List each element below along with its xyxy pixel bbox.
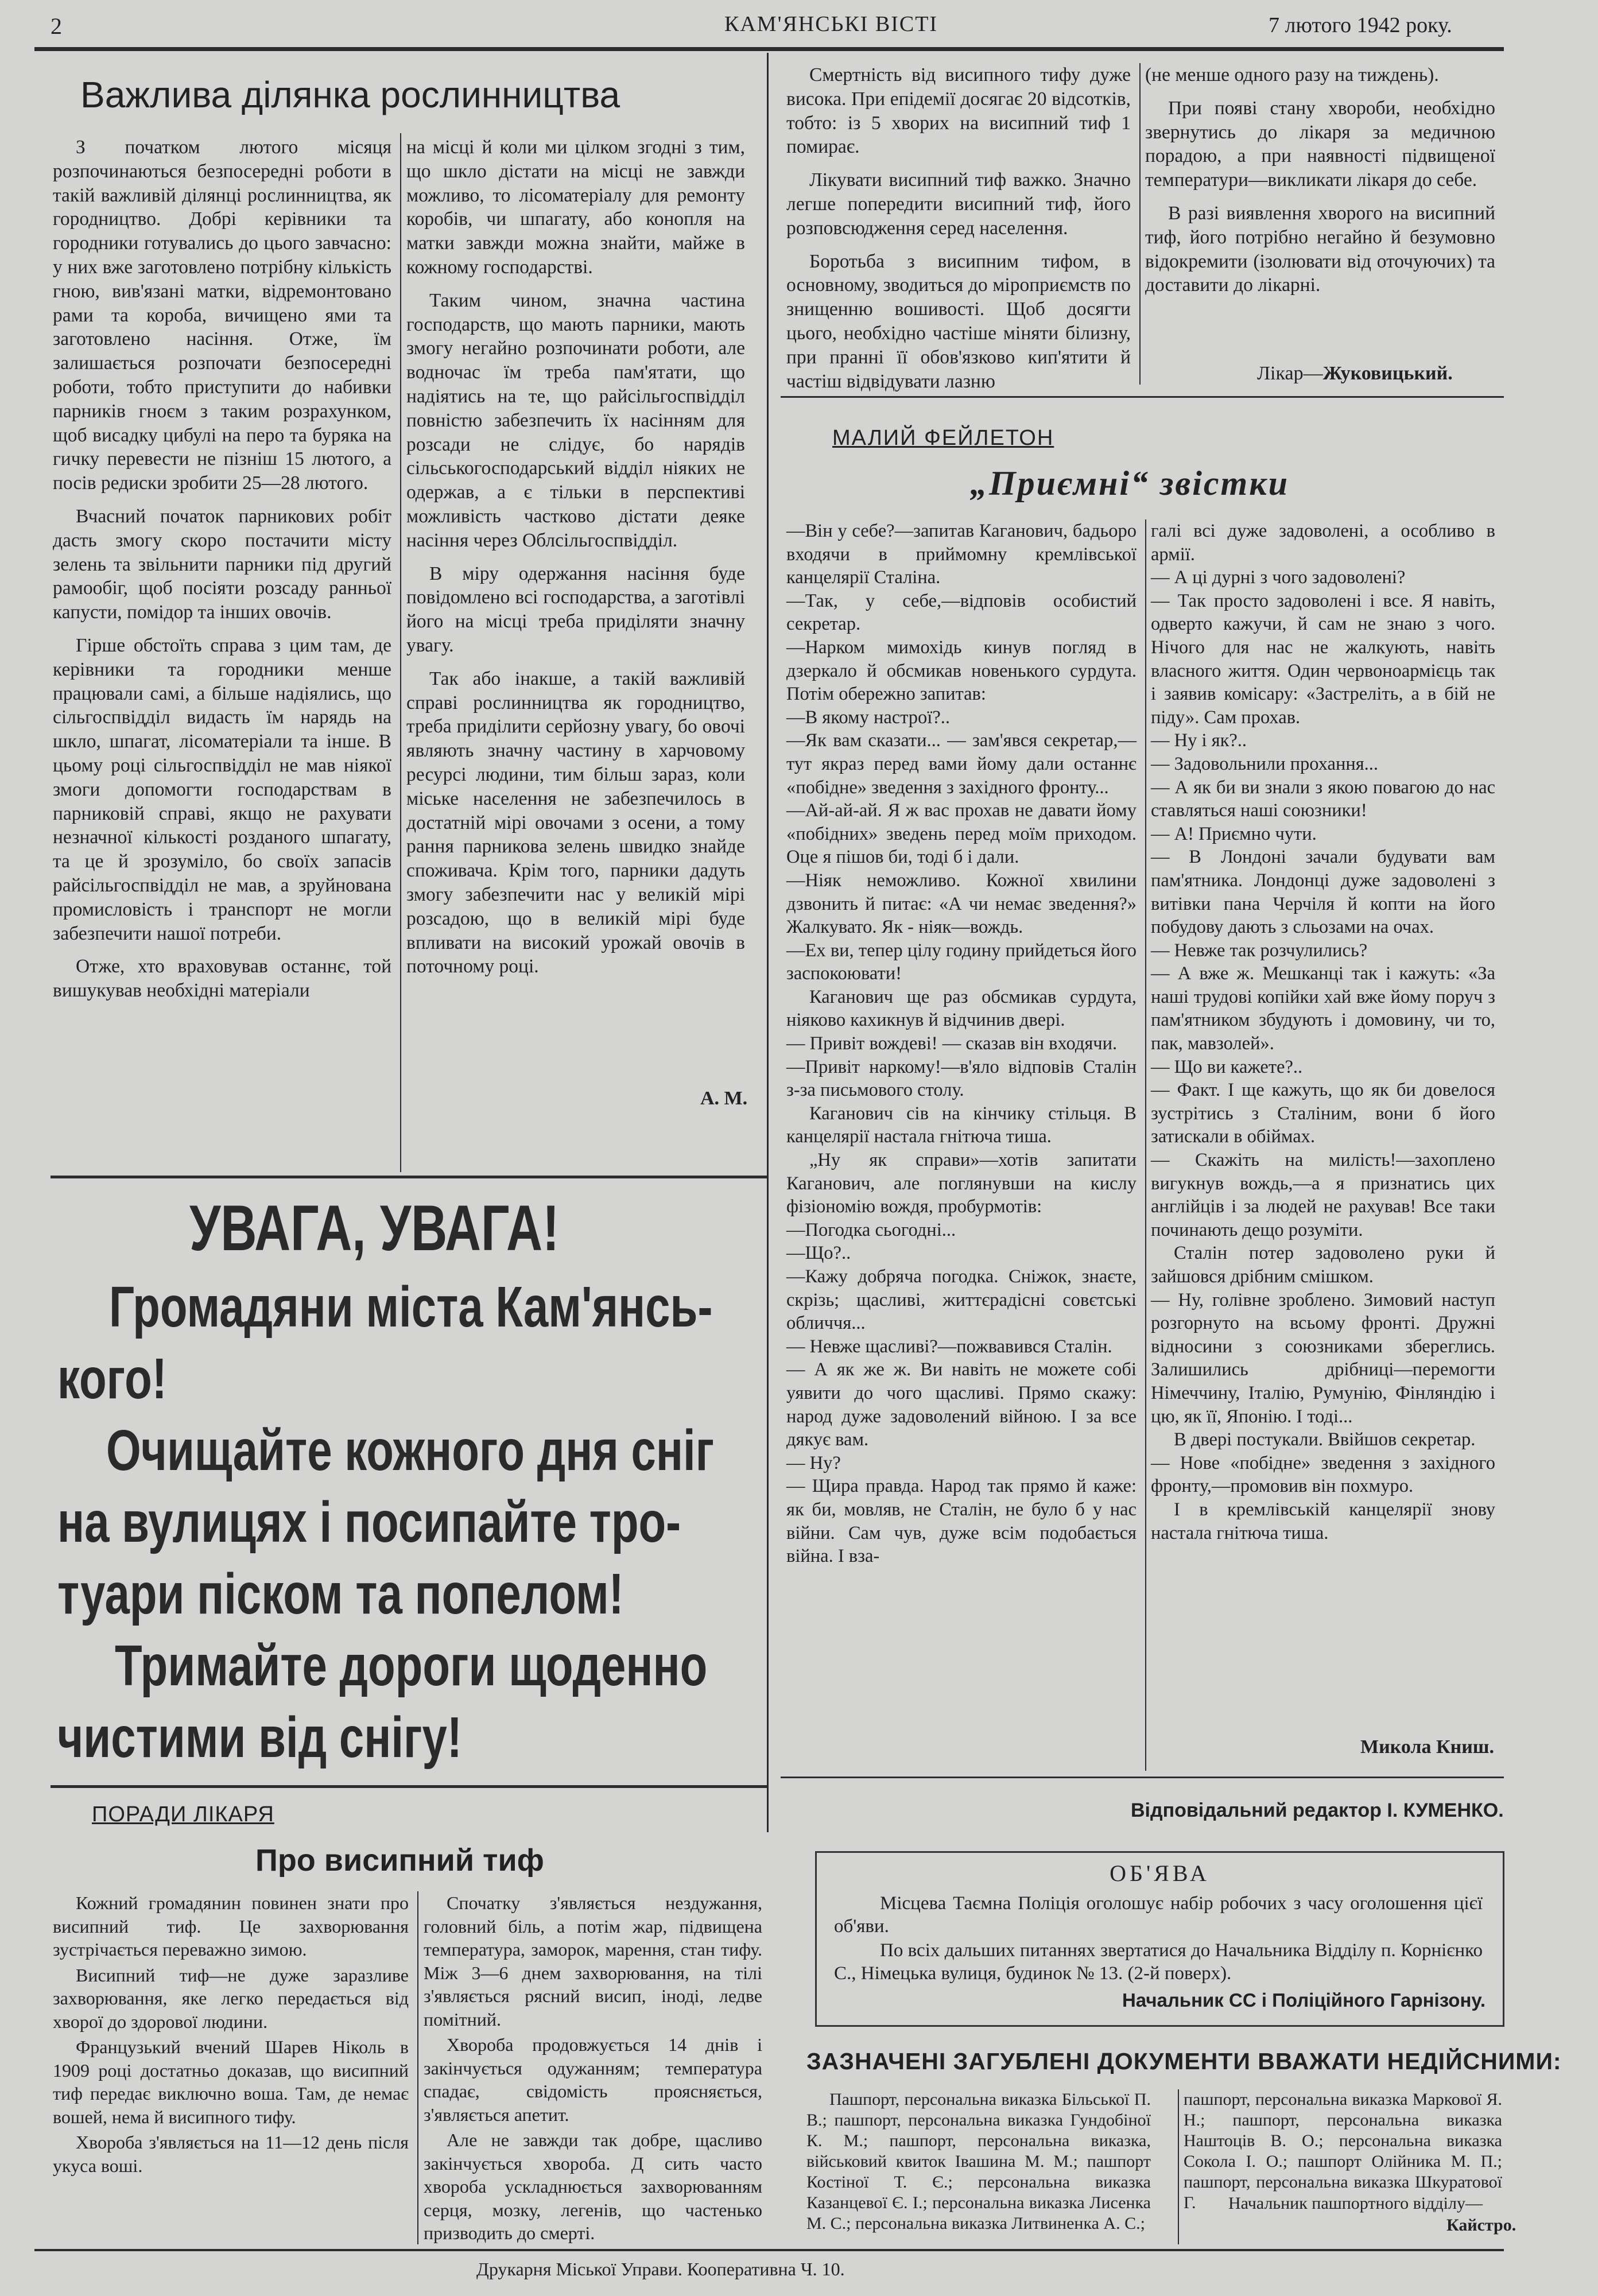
dialogue-line: — Невже щасливі?—пожвавився Сталін. (786, 1336, 1112, 1357)
paragraph: Таким чином, значна частина господарств, що мають парники, мають змогу негайно розпочинати роботи, але водночас їм треба пам'ятати, що надіятись на те, що райсільгоспвідділ повністю забезпечить їх насінням для розсади не слідує, бо нарядів сільськогосподарський відділ ніяких не одержав, а є тільки в перспективі можливість частково дістати деяке насіння через Облсільгоспвідділ. (406, 289, 745, 551)
dialogue-line: — Факт. І ще кажуть, що як би довелося зустрітись з Сталіним, вони б його затискали в обіймах. (1151, 1080, 1495, 1147)
dialogue-line: Каганович ще раз обсмикав сурдута, ніяково кахикнув й відчинив двері. (786, 986, 1137, 1031)
lost-docs-column-2: пашпорт, персональна виказка Маркової Я. Н.; пашпорт, персональна виказка Наштоців В. О.; персональна виказка Сокола І. О.; пашпорт Олійника М. П.; пашпорт, персональна виказка Шкуратової Г. (1184, 2090, 1502, 2212)
column-divider (1139, 63, 1141, 385)
typhus-signature: Лікар—Жуковицький. (1257, 363, 1453, 384)
dialogue-line: —В якому настрої?.. (786, 707, 951, 728)
dialogue-line: —Погодка сьогодні... (786, 1219, 956, 1240)
notice-signature: Начальник СС і Поліційного Гарнізону. (1122, 1989, 1485, 2011)
dialogue-line: — Невже так розчулились? (1151, 940, 1368, 961)
appeal-line: кого! (57, 1347, 167, 1411)
paragraph: Але не завжди так добре, щасливо закінчується хвороба. Д сить часто хвороба ускладнюється захворюванням серця, мозку, легенів, що частенько призводить до смерті. (424, 2130, 762, 2243)
issue-date: 7 лютого 1942 року. (1269, 13, 1452, 37)
printer-imprint: Друкарня Міської Управи. Кооперативна Ч. 10. (476, 2259, 845, 2279)
dialogue-line: — Скажіть на милість!—захоплено вигукнув вождь,—а я признатись цих англійців і за людей не рахував! Все таки починають дещо розуміти. (1151, 1150, 1495, 1240)
dialogue-line: —Ех ви, тепер цілу годину прийдеться його заспокоювати! (786, 940, 1137, 984)
dialogue-line: — В Лондоні зачали будувати вам пам'ятника. Лондонці дуже задоволені з витівки пана Черчіля й копти на його побудову дають з сльозами на очах. (1151, 847, 1495, 938)
paragraph: При появі стану хвороби, необхідно звернутись до лікаря за медичною порадою, а при наявності підвищеної температури—викликати лікаря до себе. (1145, 97, 1495, 191)
dialogue-line: І в кремлівській канцелярії знову настала гнітюча тиша. (1151, 1499, 1495, 1543)
lost-docs-signature-label: Начальник пашпортного відділу— (1228, 2194, 1483, 2213)
paragraph: З початком лютого місяця розпочинаються безпосередні роботи в такій важливій ділянці рослинництва, як городництво. Добрі керівники та городники готувались до цього завчасно: у них вже заготовлено потрібну кількість гною, вив'язані матки, відремонтовано рами та короба, вичищено ями та заготовлено насіння. Отже, їм залишається розпочати безпосередні роботи, тобто приступити до набивки парників гноєм з таким розрахунком, щоб висадку цибулі на перо та буряка на гичку перевести не пізніш 15 лютого, а посів редиски зробити 25—28 лютого. (53, 137, 391, 494)
typhus-column-4 (1145, 63, 1495, 307)
dialogue-line: Сталін потер задоволено руки й зайшовся дрібним смішком. (1151, 1243, 1495, 1287)
column-divider (1145, 519, 1146, 1771)
article-title: Важлива ділянка рослинництва (80, 74, 620, 115)
paragraph: (не менше одного разу на тиждень). (1145, 64, 1439, 86)
paragraph: В разі виявлення хворого на висипний тиф, його потрібно негайно й безумовно відокремити (ізолювати від оточуючих) та доставити до лікарні. (1145, 202, 1495, 296)
appeal-line: туари піском та попелом! (57, 1562, 624, 1626)
paragraph: Боротьба з висипним тифом, в основному, зводиться до міроприємств по знищенню вошивості. Щоб досягти цього, необхідно частіше міняти білизну, при пранні її обов'язково кип'ятити й частіш відвідувати лазню (786, 250, 1131, 392)
dialogue-line: Каганович сів на кінчику стільця. В канцелярії настала гнітюча тиша. (786, 1103, 1137, 1147)
dialogue-line: —Кажу добряча погодка. Сніжок, знаєте, скрізь; щасливі, життєрадісні совєтські обличчя... (786, 1266, 1137, 1334)
paragraph: Кожний громадянин повинен знати про висипний тиф. Це захворювання зустрічається переважно зимою. (53, 1892, 409, 1960)
appeal-line: УВАГА, УВАГА! (189, 1192, 560, 1264)
dialogue-line: — Ну, голівне зроблено. Зимовий наступ розгорнуто на всьому фронті. Дружні відносини з союзниками збереглись. Залишились дрібниці—перемогти Німеччину, Італію, Румунію, Фінляндію і цю, як її, Японію. І тоді... (1151, 1289, 1495, 1427)
dialogue-line: —Ніяк неможливо. Кожної хвилини дзвонить й питає: «А чи немає зведення?» Жалкувато. Як - ніяк—вождь. (786, 870, 1137, 938)
paragraph: В міру одержання насіння буде повідомлено всі господарства, а заготівлі його на місці треба приділяти значну увагу. (406, 563, 745, 656)
dialogue-line: —Привіт наркому!—в'яло відповів Сталін з-за письмового столу. (786, 1056, 1137, 1101)
dialogue-line: — Привіт вождеві! — сказав він входячи. (786, 1033, 1118, 1054)
dialogue-line: — А як же ж. Ви навіть не можете собі уявити до чого щасливі. Прямо скажу: народ дуже задоволений війною. І за все дякує вам. (786, 1359, 1137, 1450)
paragraph: Лікувати висипний тиф важко. Значно легше попередити висипний тиф, його розповсюдження серед населення. (786, 169, 1131, 239)
dialogue-line: —Як вам сказати... — зам'явся секретар,—тут якраз перед вами йому дали останнє «побідне» зведення з західного фронту... (786, 730, 1137, 798)
dialogue-line: — А ці дурні з чого задоволені? (1151, 567, 1406, 588)
dialogue-line: —Нарком мимохідь кинув погляд в дзеркало й обсмикав новенького сурдута. Потім обережно запитав: (786, 637, 1137, 705)
dialogue-line: — А! Приємно чути. (1151, 823, 1317, 844)
masthead: КАМ'ЯНСЬКІ ВІСТІ (724, 12, 938, 36)
dialogue-line: „Ну як справи»—хотів запитати Каганович, але поглянувши на кислу фізіономію вождя, пробурмотів: (786, 1150, 1137, 1217)
paragraph: Гірше обстоїть справа з цим там, де керівники та городники менше працювали самі, а більше надіялись, що сільгоспвідділ видасть їм нарядь на шкло, шпагат, лісоматеріали та інше. В цьому році сільгоспвідділ не мав ніякої змоги допомогти господарствам в парниковій справі, якщо не рахувати незначної кількості розданого шпагату, та це й зрозуміло, бо своїх запасів райсільгоспвідділ не мав, а зруйнована промисловість і транспорт не могли забезпечити нашої потреби. (53, 634, 391, 944)
advice-column-1 (53, 1891, 409, 2177)
feuilleton-column-1 (786, 519, 1137, 1568)
appeal-line: на вулицях і посипайте тро- (57, 1490, 681, 1554)
feuilleton-signature: Микола Книш. (1360, 1736, 1494, 1758)
typhus-column-3 (786, 63, 1131, 402)
dialogue-line: —Так, у себе,—відповів особистий секретар. (786, 590, 1137, 635)
advice-rubric: ПОРАДИ ЛІКАРЯ (92, 1802, 274, 1826)
section-rule (51, 1785, 767, 1788)
appeal-line: Тримайте дороги щоденно (115, 1634, 708, 1698)
notice-text-1: Місцева Таємна Поліція оголошує набір робочих з часу оголошення цієї об'яви. (834, 1893, 1483, 1937)
article1-column-2 (406, 135, 745, 988)
section-rule (781, 1777, 1504, 1778)
dialogue-line: —Ай-ай-ай. Я ж вас прохав не давати йому «побідних» зведень перед моїм приходом. Оце я пішов би, тоді б і дали. (786, 800, 1137, 868)
paragraph: Спочатку з'являється нездужання, головний біль, а потім жар, підвищена температура, заморок, марення, стан тифу. Між 3—6 днем захворювання, на тілі з'являється рясний висип, іноді, ледве помітний. (424, 1892, 762, 2030)
lost-docs-column-1: Пашпорт, персональна виказка Більської П. В.; пашпорт, персональна виказка Гундобіної К. М.; пашпорт, персональна виказка, військовий квиток Івашина М. М.; пашпорт Костіної Т. Є.; персональна виказка Казанцевої Є. І.; персональна виказка Лисенка М. С.; персональна виказка Литвиненка А. С.; (806, 2090, 1151, 2233)
editor-credit: Відповідальний редактор І. КУМЕНКО. (1131, 1799, 1504, 1821)
article1-column-1 (53, 135, 391, 1012)
paragraph: Вчасний початок парникових робіт дасть змогу скоро постачити місту зелень та звільнити парники під другий рамообіг, щоб посіяти розсаду ранньої капусти, помідор та інших овочів. (53, 505, 391, 623)
paragraph: Французький вчений Шарев Ніколь в 1909 році достатньо доказав, що висипний тиф передає виключно воша. Там, де немає вошей, нема й висипного тифу. (53, 2037, 409, 2127)
feuilleton-column-2 (1151, 519, 1495, 1545)
dialogue-line: — А вже ж. Мешканці так і кажуть: «За наші трудові копійки хай вже йому поруч з пам'ятником збудують і домовину, чи то, пак, мавзолей». (1151, 963, 1495, 1054)
dialogue-line: — Ну і як?.. (1151, 730, 1247, 751)
paragraph: Отже, хто враховував останнє, той вишукував необхідні матеріали (53, 956, 391, 1002)
dialogue-line: — Нове «побідне» зведення з західного фронту,—промовив він похмуро. (1151, 1452, 1495, 1497)
page-number: 2 (51, 13, 62, 39)
dialogue-line: —Що?.. (786, 1243, 851, 1264)
header-rule (34, 47, 1504, 51)
paragraph: на місці й коли ми цілком згодні з тим, що шкло дістати на місці не завжди можливо, то лісоматеріалу для ремонту коробів, чи шпагату, або конопля на матки завжди можна знайти, майже в кожному господарстві. (406, 137, 745, 278)
paragraph: Так або інакше, а такій важливій справі рослинництва як городництво, треба приділити серйозну увагу, бо овочі являють значну частину в харчовому ресурсі людини, тим більш зараз, коли міське населення не забезпечилось в достатній мірі овочами з осени, а тому рання парникова зелень швидко знайде споживача. Крім того, парники дадуть змогу забезпечити нас у великій мірі розсадою, що в великій мірі буде впливати на високий урожай овочів в поточному році. (406, 668, 745, 978)
lost-docs-signature-name: Кайстро. (1446, 2216, 1516, 2235)
section-rule (51, 1176, 767, 1178)
notice-title: ОБ'ЯВА (1110, 1860, 1210, 1886)
lost-docs-title: ЗАЗНАЧЕНІ ЗАГУБЛЕНІ ДОКУМЕНТИ ВВАЖАТИ НЕДІЙСНИМИ: (806, 2048, 1562, 2074)
dialogue-line: — А як би ви знали з якою повагою до нас ставляться наші союзники! (1151, 777, 1495, 821)
dialogue-line: — Що ви кажете?.. (1151, 1056, 1303, 1077)
feuilleton-title: „Приємні“ звістки (970, 464, 1289, 502)
paragraph: Смертність від висипного тифу дуже висока. При епідемії досягає 20 відсотків, тобто: із 5 хворих на висипний тиф 1 помирає. (786, 64, 1131, 158)
column-divider (417, 1891, 418, 2244)
appeal-line: чистими від снігу! (57, 1705, 462, 1770)
paragraph: Висипний тиф—не дуже заразливе захворювання, яке легко передається від хворої до здорової людини. (53, 1964, 409, 2032)
notice-text-2: По всіх дальших питаннях звертатися до Начальника Відділу п. Корнієнко С., Німецька вулиця, будинок № 13. (2-й поверх). (834, 1940, 1483, 1984)
column-divider (400, 133, 401, 1172)
dialogue-line: —Він у себе?—запитав Каганович, бадьоро входячи в приймомну кремлівської канцелярії Сталіна. (786, 521, 1137, 588)
advice-column-2 (424, 1891, 762, 2245)
appeal-line: Громадяни міста Кам'янсь- (109, 1275, 713, 1339)
police-notice (815, 1851, 1504, 2027)
paragraph: Хвороба продовжується 14 днів і закінчується одужанням; температура спадає, свідомість проясняється, з'являється апетит. (424, 2034, 762, 2125)
dialogue-line: галі всі дуже задоволені, а особливо в армії. (1151, 521, 1495, 565)
section-rule (781, 396, 1504, 398)
feuilleton-rubric: МАЛИЙ ФЕЙЛЕТОН (832, 426, 1054, 450)
dialogue-line: В двері постукали. Ввійшов секретар. (1174, 1429, 1476, 1450)
appeal-line: Очищайте кожного дня сніг (106, 1418, 715, 1483)
column-divider (1178, 2089, 1179, 2244)
dialogue-line: — Так просто задоволені і все. Я навіть, одверто кажучи, й сам не знаю з чого. Нічого для нас не жалкують, навіть власного життя. Один червоноармієць так і заявив комісару: «Застреліть, а в бій не піду». Сам прохав. (1151, 590, 1495, 728)
article1-signature: А. М. (700, 1088, 748, 1109)
dialogue-line: — Щира правда. Народ так прямо й каже: як би, мовляв, не Сталін, не було б у нас війни. Сам чув, дуже всім подобається війна. І вза- (786, 1476, 1137, 1567)
footer-rule (34, 2249, 1504, 2251)
page-column-divider (767, 53, 769, 1832)
dialogue-line: — Задовольнили прохання... (1151, 753, 1379, 774)
advice-title: Про висипний тиф (255, 1843, 544, 1878)
dialogue-line: — Ну? (786, 1452, 841, 1473)
paragraph: Хвороба з'являється на 11—12 день після укуса воші. (53, 2132, 409, 2176)
